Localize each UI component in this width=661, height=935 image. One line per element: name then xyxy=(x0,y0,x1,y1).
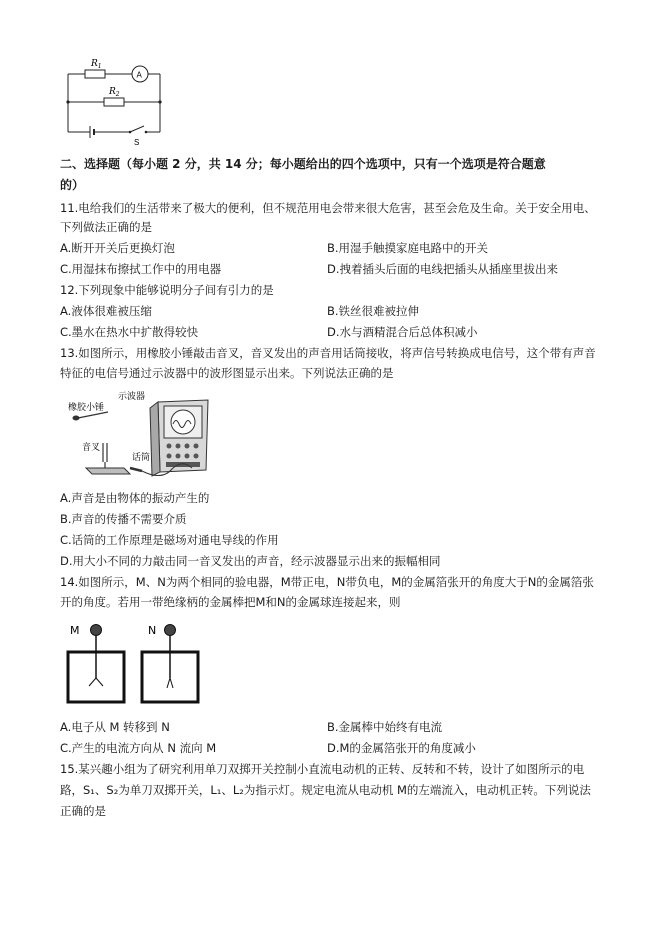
q14-option-b: B.金属棒中始终有电流 xyxy=(327,720,443,734)
electroscopes-figure xyxy=(60,618,210,710)
q14-option-c: C.产生的电流方向从 N 流向 M xyxy=(60,741,217,755)
q14-stem-cont: 开的角度。若用一带绝缘柄的金属棒把M和N的金属球连接起来，则 xyxy=(60,595,401,609)
q12-option-b: B.铁丝很难被拉伸 xyxy=(327,304,420,318)
q15-stem: 15.某兴趣小组为了研究利用单刀双掷开关控制小直流电动机的正转、反转和不转，设计了如图所示的电 xyxy=(60,762,585,776)
electroscope-m-label: M xyxy=(70,624,80,637)
oscilloscope-label: 示波器 xyxy=(118,392,146,402)
q12-option-a: A.液体很难被压缩 xyxy=(60,304,152,318)
q13-option-c: C.话筒的工作原理是磁场对通电导线的作用 xyxy=(60,533,279,547)
q11-option-c: C.用湿抹布擦拭工作中的用电器 xyxy=(60,262,222,276)
q11-stem: 11.电给我们的生活带来了极大的便利，但不规范用电会带来很大危害，甚至会危及生命。关于安全用电、 xyxy=(60,201,596,215)
q11-stem-cont: 下列做法正确的是 xyxy=(60,220,152,234)
q13-option-b: B.声音的传播不需要介质 xyxy=(60,512,187,526)
switch-label: S xyxy=(134,138,140,146)
q11-option-a: A.断开开关后更换灯泡 xyxy=(60,241,175,255)
q12-option-c: C.墨水在热水中扩散得较快 xyxy=(60,325,199,339)
q12-stem: 12.下列现象中能够说明分子间有引力的是 xyxy=(60,283,274,297)
q13-stem-cont: 特征的电信号通过示波器中的波形图显示出来。下列说法正确的是 xyxy=(60,366,394,380)
q13-option-a: A.声音是由物体的振动产生的 xyxy=(60,491,210,505)
r2-label: $R_2$ xyxy=(109,87,120,98)
q14-option-d: D.M的金属箔张开的角度减小 xyxy=(327,741,476,755)
ammeter-label: A xyxy=(136,70,142,80)
section-heading: 二、选择题（每小题 2 分，共 14 分；每小题给出的四个选项中，只有一个选项是符合题意 xyxy=(60,157,546,171)
hammer-label: 橡胶小锤 xyxy=(68,403,105,413)
q15-stem-cont: 路，S₁、S₂为单刀双掷开关，L₁、L₂为指示灯。规定电流从电动机 M的左端流入，电动机正转。下列说法 xyxy=(60,783,591,797)
microphone-label: 话筒 xyxy=(132,453,151,463)
tuning-fork-label: 音叉 xyxy=(82,443,101,453)
section-heading-cont: 的） xyxy=(60,178,85,192)
circuit-diagram xyxy=(60,56,170,146)
q11-option-d: D.拽着插头后面的电线把插头从插座里拔出来 xyxy=(327,262,559,276)
q15-stem-end: 正确的是 xyxy=(60,804,106,818)
q13-stem: 13.如图所示，用橡胶小锤敲击音叉，音叉发出的声音用话筒接收，将声信号转换成电信号，这个带有声音 xyxy=(60,346,596,360)
oscilloscope-figure xyxy=(60,388,210,483)
r1-label: $R_1$ xyxy=(91,59,102,70)
electroscope-n-label: N xyxy=(148,624,157,637)
q13-option-d: D.用大小不同的力敲击同一音叉发出的声音，经示波器显示出来的振幅相同 xyxy=(60,554,441,568)
q11-option-b: B.用湿手触摸家庭电路中的开关 xyxy=(327,241,489,255)
q12-option-d: D.水与酒精混合后总体积减小 xyxy=(327,325,478,339)
q14-option-a: A.电子从 M 转移到 N xyxy=(60,720,170,734)
q14-stem: 14.如图所示，M、N为两个相同的验电器，M带正电，N带负电，M的金属箔张开的角度大于N的金属箔张 xyxy=(60,575,594,589)
